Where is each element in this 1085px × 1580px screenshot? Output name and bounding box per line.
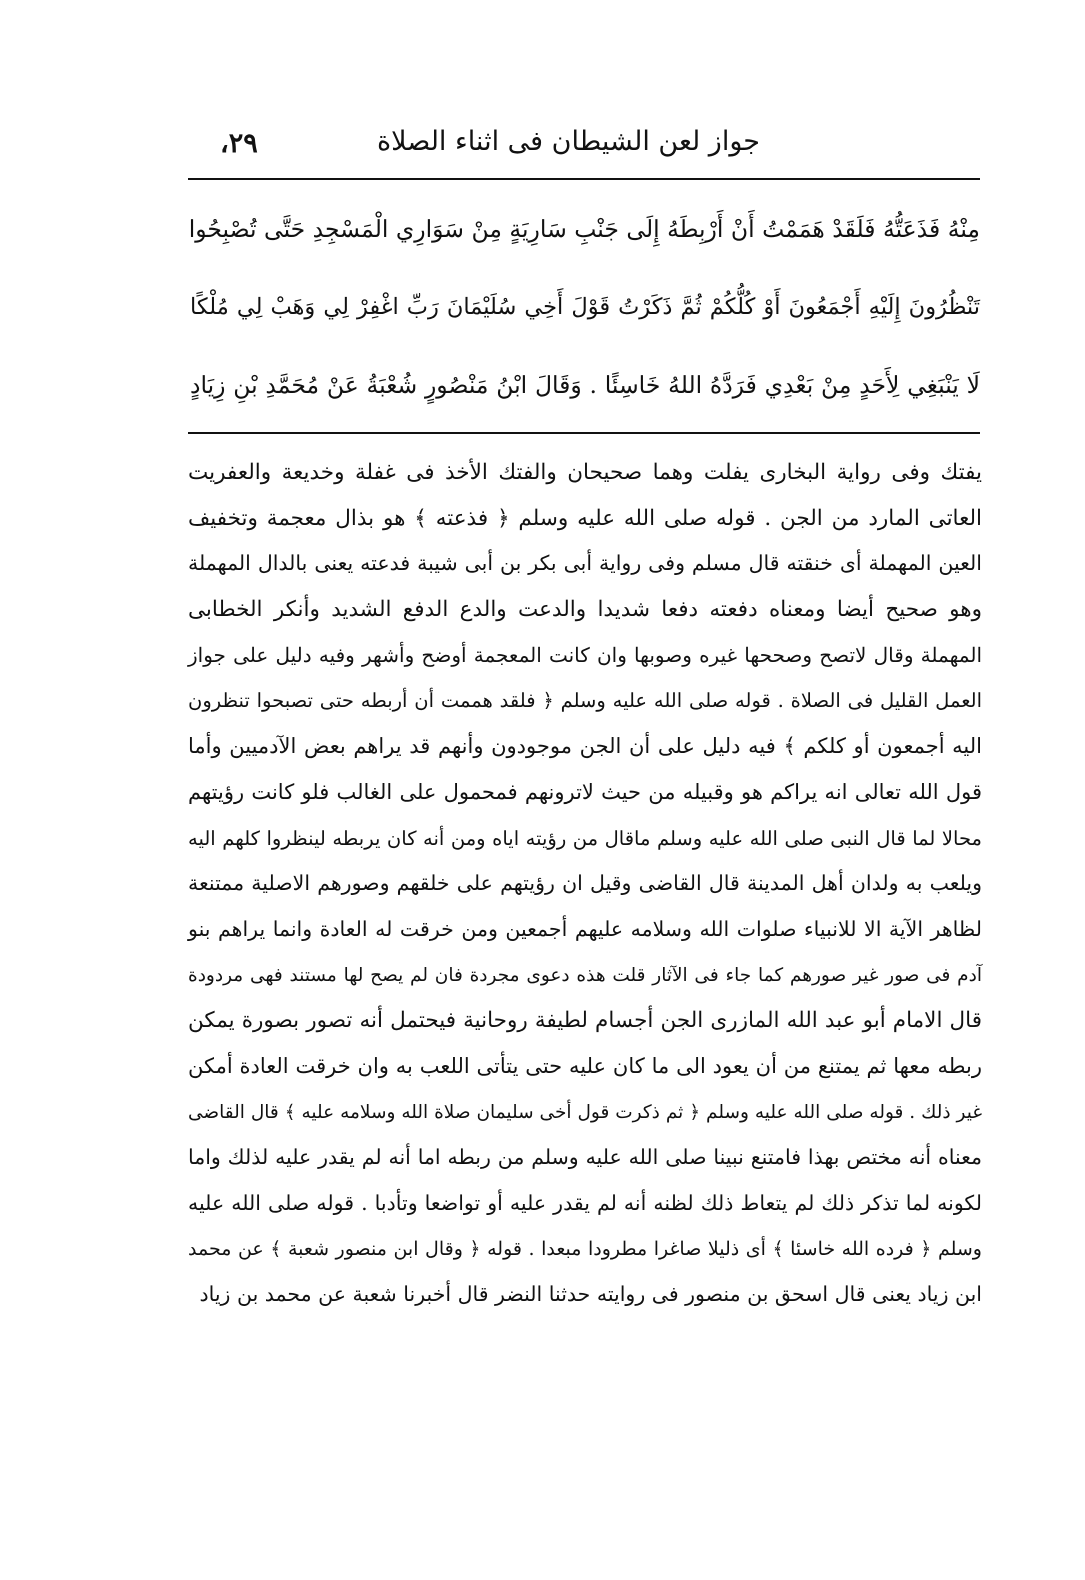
commentary-line: العمل القليل فى الصلاة . قوله صلى الله عليه وسلم ﴿ فلقد هممت أن أربطه حتى تصبحوا تنظرون (188, 689, 982, 713)
commentary-line: ابن زياد يعنى قال اسحق بن منصور فى روايته حدثنا النضر قال أخبرنا شعبة عن محمد بن زياد (199, 1282, 982, 1307)
commentary-line: معناه أنه مختص بهذا فامتنع نبينا صلى الله عليه وسلم من ربطه اما أنه لم يقدر عليه لذلك واما (188, 1145, 982, 1170)
commentary-line: وسلم ﴿ فرده الله خاسئا ﴾ أى ذليلا صاغرا مطرودا مبعدا . قوله ﴿ وقال ابن منصور شعبة ﴾ عن محمد (188, 1237, 982, 1260)
commentary-line: المهملة وقال لاتصح وصححها غيره وصوبها وان كانت المعجمة أوضح وأشهر وفيه دليل على جواز (188, 642, 982, 667)
header-divider (188, 178, 980, 180)
commentary-line: العاتى المارد من الجن . قوله صلى الله عليه وسلم ﴿ فذعته ﴾ هو بذال معجمة وتخفيف (188, 505, 982, 531)
commentary-block (188, 450, 982, 1318)
commentary-line: العين المهملة أى خنقته قال مسلم وفى رواية أبى بكر بن أبى شيبة فدعته يعنى بالدال المهملة (188, 551, 982, 576)
commentary-line: اليه أجمعون أو كلكم ﴾ فيه دليل على أن الجن موجودون وأنهم قد يراهم بعض الآدميين وأما (188, 734, 982, 759)
commentary-line: وهو صحيح أيضا ومعناه دفعته دفعا شديدا والدعت والدع الدفع الشديد وأنكر الخطابى (188, 597, 982, 623)
hadith-line: لَا يَنْبَغِي لِأَحَدٍ مِنْ بَعْدِي فَرَدَّهُ اللهُ خَاسِئًا . وَقَالَ ابْنُ مَنْصُورٍ شُعْبَةُ عَنْ مُحَمَّدِ بْنِ زِيَادٍ (190, 371, 980, 399)
commentary-line: يفتك وفى رواية البخارى يفلت وهما صحيحان والفتك الأخذ فى غفلة وخديعة والعفريت (188, 460, 982, 485)
commentary-line: قال الامام أبو عبد الله المازرى الجن أجسام لطيفة روحانية فيحتمل أنه تصور بصورة يمكن (188, 1008, 982, 1034)
hadith-line: تَنْظُرُونَ إِلَيْهِ أَجْمَعُونَ أَوْ كُلُّكُمْ ثُمَّ ذَكَرْتُ قَوْلَ أَخِي سُلَيْمَانَ رَبِّ اغْفِرْ لِي وَهَبْ لِي مُلْكًا (190, 294, 980, 320)
commentary-line: قول الله تعالى انه يراكم هو وقبيله من حيث لاترونهم فمحمول على الغالب فلو كانت رؤيتهم (188, 779, 982, 804)
page-header (190, 118, 980, 170)
section-divider (188, 432, 980, 434)
commentary-line: غير ذلك . قوله صلى الله عليه وسلم ﴿ ثم ذكرت قول أخى سليمان صلاة الله وسلامه عليه ﴾ قال القاضى (188, 1101, 982, 1123)
commentary-line: لكونه لما تذكر ذلك لم يتعاط ذلك لظنه أنه لم يقدر عليه أو تواضعا وتأدبا . قوله صلى الله عليه (188, 1191, 982, 1215)
commentary-line: ربطه معها ثم يمتنع من أن يعود الى ما كان عليه حتى يتأتى اللعب به وان خرقت العادة أمكن (188, 1053, 982, 1078)
commentary-line: محالا لما قال النبى صلى الله عليه وسلم ماقال من رؤيته اياه ومن أنه كان يربطه لينظروا كلهم اليه (188, 826, 982, 850)
hadith-line: مِنْهُ فَذَعَتُّهُ فَلَقَدْ هَمَمْتُ أَنْ أَرْبِطَهُ إِلَى جَنْبِ سَارِيَةٍ مِنْ سَوَارِي الْمَسْجِدِ حَتَّى تُصْبِحُوا (188, 215, 980, 243)
commentary-line: لظاهر الآية الا للانبياء صلوات الله وسلامه عليهم أجمعين ومن خرقت له العادة وانما يراهم بنو (188, 916, 982, 941)
commentary-line: ويلعب به ولدان أهل المدينة قال القاضى وقيل ان رؤيتهم على خلقهم وصورهم الاصلية ممتنعة (188, 871, 982, 896)
running-title: جواز لعن الشيطان فى اثناء الصلاة (377, 126, 760, 157)
hadith-text-block (190, 190, 980, 424)
page-number: ٢٩، (220, 128, 258, 159)
commentary-line: آدم فى صور غير صورهم كما جاء فى الآثار قلت هذه دعوى مجردة فان لم يصح لها مستند فهى مردودة (188, 964, 982, 986)
